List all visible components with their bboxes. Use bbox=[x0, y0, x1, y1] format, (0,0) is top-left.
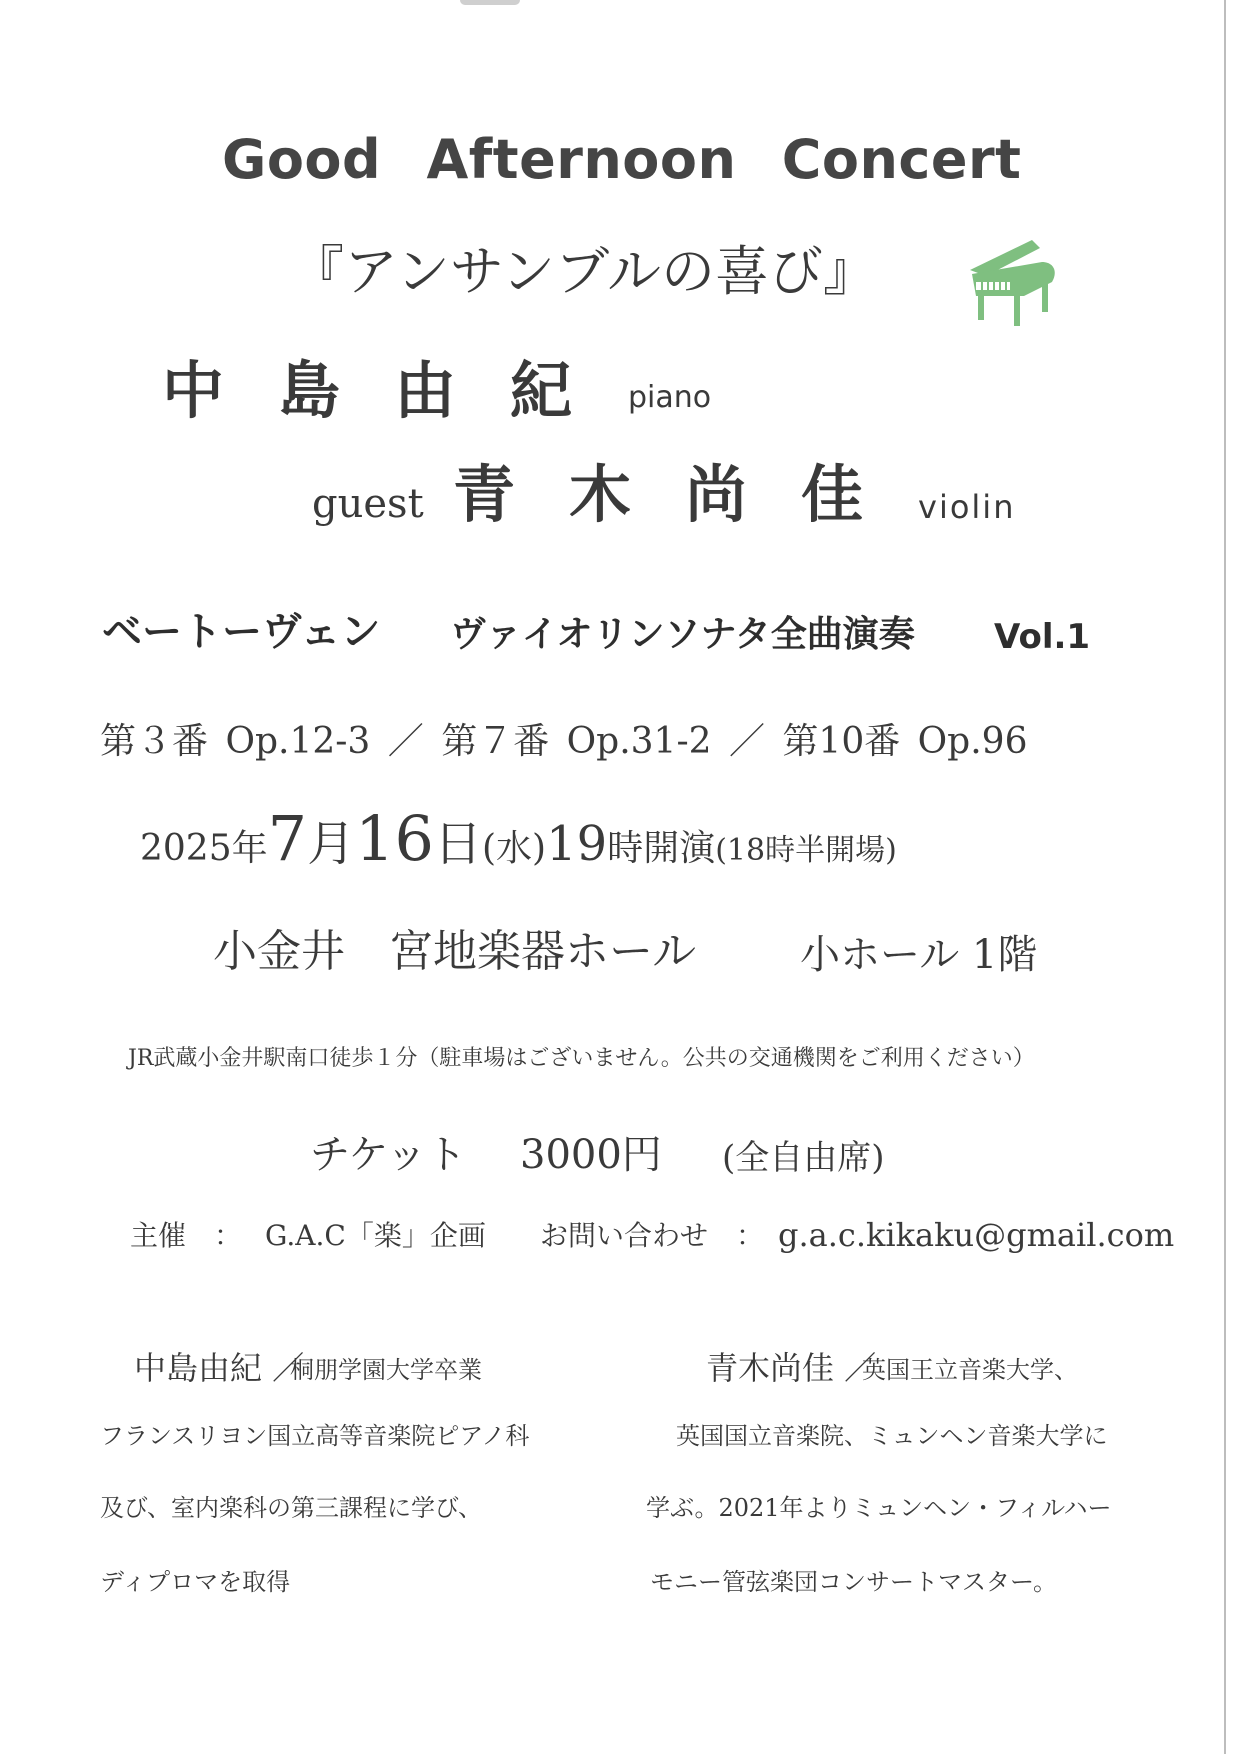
bio-pianist-line: 桐朋学園大学卒業 bbox=[290, 1356, 482, 1384]
bio-violinist-line: モニー管弦楽団コンサートマスター。 bbox=[650, 1568, 1058, 1596]
violinist-role: violin bbox=[918, 488, 1016, 526]
concert-title: Good Afternoon Concert bbox=[222, 128, 1022, 191]
date-year: 2025年 bbox=[140, 828, 268, 869]
program-volume: Vol.1 bbox=[994, 617, 1091, 657]
bio-pianist-name: 中島由紀 ／ bbox=[134, 1349, 305, 1387]
organizer-label: 主催 ： bbox=[130, 1219, 243, 1252]
access-info: JR武蔵小金井駅南口徒歩１分（駐車場はございません。公共の交通機関をご利用ください） bbox=[128, 1046, 1035, 1071]
date-day-unit: 日 bbox=[434, 816, 483, 872]
program-series: ヴァイオリンソナタ全曲演奏 bbox=[450, 614, 915, 655]
date-month-unit: 月 bbox=[307, 816, 356, 872]
date-day: 16 bbox=[355, 802, 434, 875]
venue-room: 小ホール 1階 bbox=[800, 932, 1038, 978]
ticket-note: (全自由席) bbox=[722, 1138, 885, 1178]
doors-open: (18時半開場) bbox=[715, 833, 897, 868]
bio-pianist-line: ディプロマを取得 bbox=[100, 1568, 291, 1596]
concert-date bbox=[140, 802, 897, 875]
concert-subtitle: 『アンサンブルの喜び』 bbox=[290, 240, 877, 303]
start-label: 時開演 bbox=[607, 828, 716, 869]
pianist-role: piano bbox=[628, 380, 712, 415]
pianist-name: 中島由紀 bbox=[162, 354, 627, 427]
start-hour: 19 bbox=[546, 816, 608, 872]
bio-violinist-name: 青木尚佳 ／ bbox=[706, 1349, 877, 1387]
organizer-name: G.A.C「楽」企画 bbox=[265, 1219, 486, 1252]
date-month: 7 bbox=[267, 802, 308, 875]
bio-pianist-line: フランスリヨン国立高等音楽院ピアノ科 bbox=[100, 1422, 530, 1450]
ticket-label: チケット bbox=[310, 1132, 467, 1178]
contact-email: g.a.c.kikaku@gmail.com bbox=[778, 1216, 1175, 1254]
guest-label: guest bbox=[312, 481, 424, 527]
bio-violinist-line: 英国王立音楽大学、 bbox=[862, 1356, 1078, 1384]
scan-mark bbox=[460, 0, 520, 5]
bio-violinist-line: 学ぶ。2021年よりミュンヘン・フィルハー bbox=[646, 1494, 1112, 1522]
bio-violinist-line: 英国国立音楽院、ミュンヘン音楽大学に bbox=[676, 1422, 1108, 1450]
program-pieces: 第３番 Op.12-3 ／ 第７番 Op.31-2 ／ 第10番 Op.96 bbox=[100, 721, 1028, 762]
date-weekday: (水) bbox=[482, 828, 547, 869]
bio-pianist-line: 及び、室内楽科の第三課程に学び、 bbox=[100, 1494, 483, 1522]
ticket-price: 3000円 bbox=[520, 1132, 662, 1178]
contact-label: お問い合わせ ： bbox=[540, 1219, 765, 1252]
grand-piano-icon bbox=[962, 232, 1062, 332]
venue-name: 小金井 宮地楽器ホール bbox=[213, 926, 697, 977]
composer-name: ベートーヴェン bbox=[102, 609, 381, 655]
scan-edge-line bbox=[1224, 0, 1226, 1754]
violinist-name: 青木尚佳 bbox=[453, 458, 918, 531]
